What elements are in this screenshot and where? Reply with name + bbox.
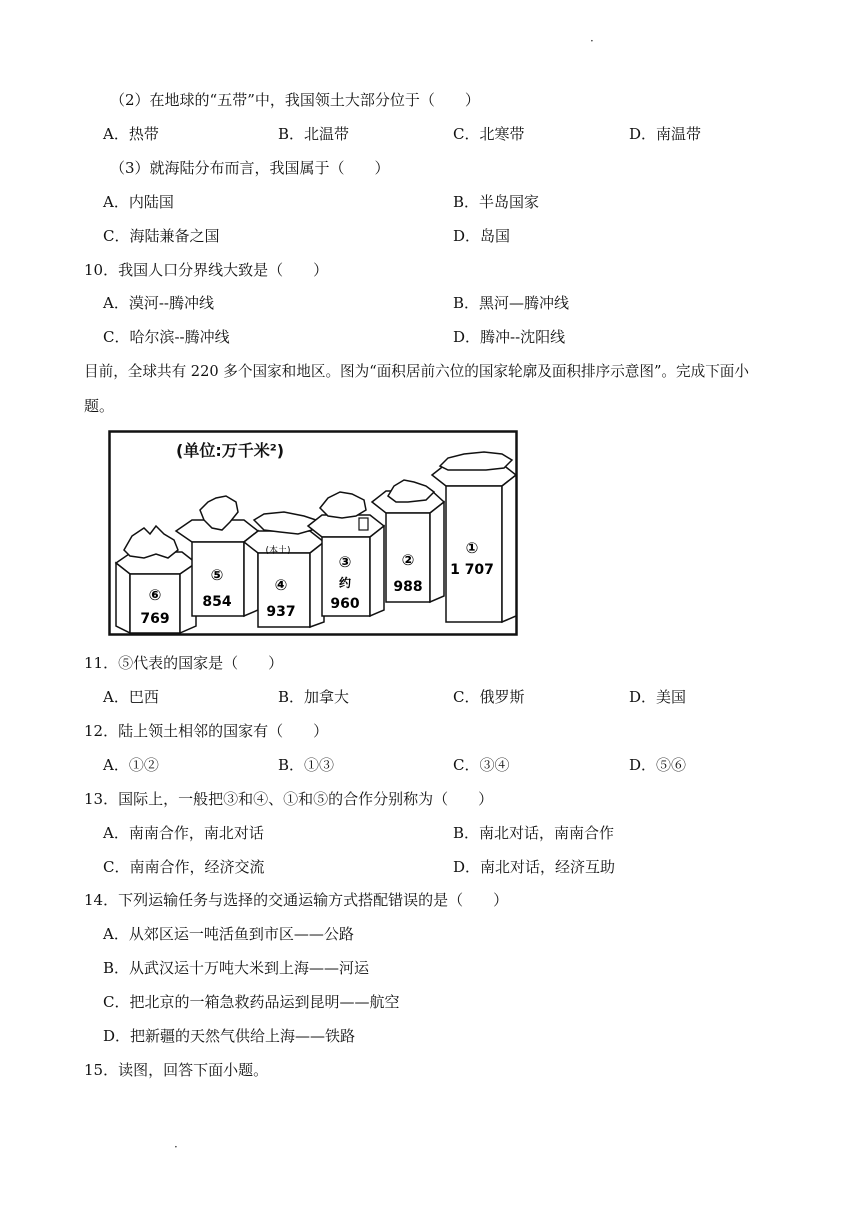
intro-line-1: 目前，全球共有 220 多个国家和地区。图为“面积居前六位的国家轮廓及面积排序示意图”。完成下面小 [84,363,749,380]
top-mark: · [590,34,594,48]
question-14-option-a: A．从郊区运一吨活鱼到市区——公路 [103,925,354,943]
column-3-label: ③ [338,553,352,571]
question-9-2-option-a: A．热带 [103,125,159,143]
intro-line-2: 题。 [84,397,115,415]
question-13-option-b: B．南北对话，南南合作 [453,824,615,842]
column-3-value: 960 [330,596,360,612]
question-12-option-c: C．③④ [453,756,510,774]
question-13-option-a: A．南南合作，南北对话 [103,824,264,842]
column-4-value: 937 [266,604,296,620]
column-1-label: ① [465,539,479,557]
question-9-2-option-d: D．南温带 [629,125,702,143]
question-14-option-c: C．把北京的一箱急救药品运到昆明——航空 [103,993,400,1011]
question-9-3-option-c: C．海陆兼备之国 [103,227,220,245]
question-11-option-b: B．加拿大 [278,688,350,706]
column-4-label: ④ [274,576,288,594]
country-area-figure [108,430,518,637]
question-10-option-b: B．黑河—腾冲线 [453,294,570,312]
column-2-value: 988 [393,579,423,595]
figure-unit-label: (单位:万千米²) [176,441,285,460]
question-15-stem: 15．读图，回答下面小题。 [84,1061,269,1079]
question-10-option-c: C．哈尔滨--腾冲线 [103,328,230,346]
question-12-option-b: B．①③ [278,756,335,774]
question-11-option-c: C．俄罗斯 [453,688,525,706]
question-12-stem: 12．陆上领土相邻的国家有（ ） [84,722,329,740]
question-14-stem: 14．下列运输任务与选择的交通运输方式搭配错误的是（ ） [84,891,509,909]
question-9-2-option-b: B．北温带 [278,125,350,143]
column-2-label: ② [401,551,415,569]
question-14-option-b: B．从武汉运十万吨大米到上海——河运 [103,959,370,977]
column-3-approx: 约 [338,576,352,590]
column-6-value: 769 [140,611,170,627]
question-10-option-d: D．腾冲--沈阳线 [453,328,566,346]
question-14-option-d: D．把新疆的天然气供给上海——铁路 [103,1027,356,1045]
question-11-stem: 11．⑤代表的国家是（ ） [84,654,284,672]
question-12-option-d: D．⑤⑥ [629,756,687,774]
column-6-label: ⑥ [148,586,162,604]
question-9-3-option-b: B．半岛国家 [453,193,540,211]
question-9-2-option-c: C．北寒带 [453,125,525,143]
question-9-2-stem: （2）在地球的“五带”中，我国领土大部分位于（ ） [110,91,480,109]
question-10-option-a: A．漠河--腾冲线 [103,294,214,312]
question-12-option-a: A．①② [103,756,159,774]
bottom-mark: · [174,1140,178,1154]
question-13-option-c: C．南南合作，经济交流 [103,858,265,876]
column-5-value: 854 [202,594,232,610]
column-1-value: 1 707 [450,562,494,578]
question-10-stem: 10．我国人口分界线大致是（ ） [84,261,329,279]
question-9-3-option-d: D．岛国 [453,227,511,245]
question-13-stem: 13．国际上，一般把③和④、①和⑤的合作分别称为（ ） [84,790,494,808]
question-13-option-d: D．南北对话，经济互助 [453,858,616,876]
question-9-3-option-a: A．内陆国 [103,193,174,211]
question-9-3-stem: （3）就海陆分布而言，我国属于（ ） [110,159,390,177]
question-11-option-d: D．美国 [629,688,687,706]
question-11-option-a: A．巴西 [103,688,159,706]
usa-mainland-note: (本土) [265,546,291,556]
column-5-label: ⑤ [210,566,224,584]
